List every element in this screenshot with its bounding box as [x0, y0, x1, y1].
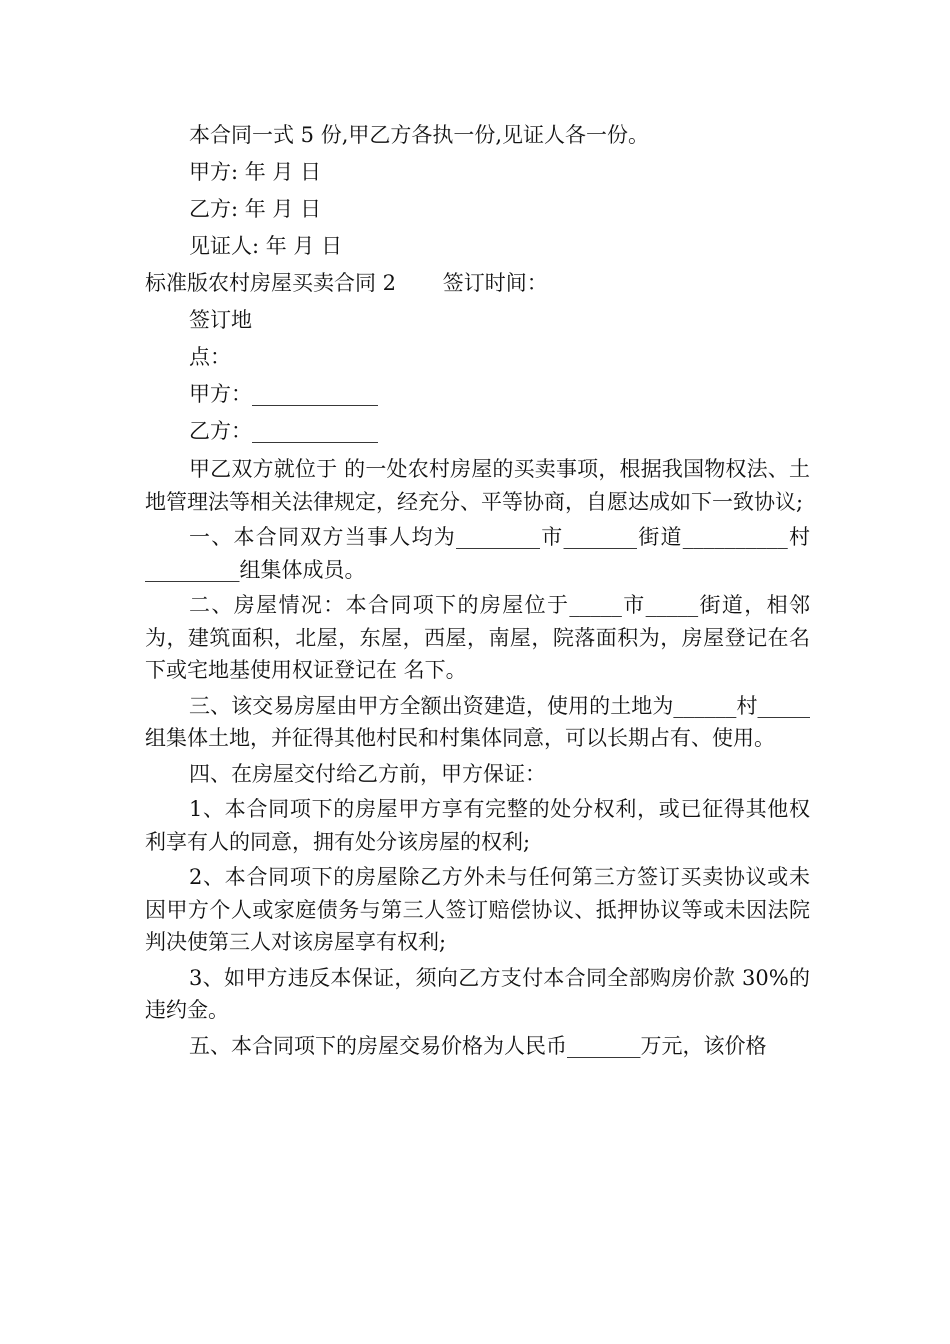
sign-time-label: 签订时间： — [442, 271, 548, 295]
party-b-date-line: 乙方: 年 月 日 — [189, 197, 322, 221]
contract-title-row — [145, 265, 810, 302]
party-a-line — [145, 376, 810, 413]
clause-1-paragraph: 一、本合同双方当事人均为________市_______街道__________村_________组集体成员。 — [145, 525, 810, 582]
sign-place-label-part1: 签订地 — [189, 308, 252, 332]
clause-4-item-2: 2、本合同项下的房屋除乙方外未与任何第三方签订买卖协议或未因甲方个人或家庭债务与第三人签订赔偿协议、抵押协议等或未因法院判决使第三人对该房屋享有权利; — [145, 865, 810, 954]
party-a-date-line: 甲方: 年 月 日 — [189, 160, 322, 184]
document-body — [145, 117, 810, 1062]
copies-clause: 本合同一式 5 份,甲乙方各执一份,见证人各一份。 — [189, 123, 650, 147]
contract-title: 标准版农村房屋买卖合同 2 — [145, 271, 397, 295]
party-a-label: 甲方： — [189, 382, 252, 406]
sign-place-label-part2: 点： — [189, 345, 231, 369]
clause-5-paragraph: 五、本合同项下的房屋交易价格为人民币_______万元，该价格 — [189, 1033, 767, 1058]
clause-3-paragraph: 三、该交易房屋由甲方全额出资建造，使用的土地为______村_____组集体土地，并征得其他村民和村集体同意，可以长期占有、使用。 — [145, 693, 810, 750]
clause-4-item-3: 3、如甲方违反本保证，须向乙方支付本合同全部购房价款 30%的违约金。 — [145, 965, 810, 1022]
clause-4-item-1: 1、本合同项下的房屋甲方享有完整的处分权利，或已征得其他权利享有人的同意，拥有处分该房屋的权利; — [145, 797, 810, 854]
clause-4-heading: 四、在房屋交付给乙方前，甲方保证： — [189, 761, 546, 786]
party-b-label: 乙方： — [189, 419, 252, 443]
clause-2-paragraph: 二、房屋情况：本合同项下的房屋位于_____市_____街道，相邻为，建筑面积，北屋，东屋，西屋，南屋，院落面积为，房屋登记在名下或宅地基使用权证登记在 名下。 — [145, 593, 810, 682]
witness-date-line: 见证人: 年 月 日 — [189, 234, 343, 258]
party-b-blank: ____________ — [252, 419, 378, 443]
party-a-blank: ____________ — [252, 382, 378, 406]
preamble-paragraph: 甲乙双方就位于 的一处农村房屋的买卖事项，根据我国物权法、土地管理法等相关法律规定，经充分、平等协商，自愿达成如下一致协议; — [145, 457, 810, 514]
party-b-line — [145, 413, 810, 450]
